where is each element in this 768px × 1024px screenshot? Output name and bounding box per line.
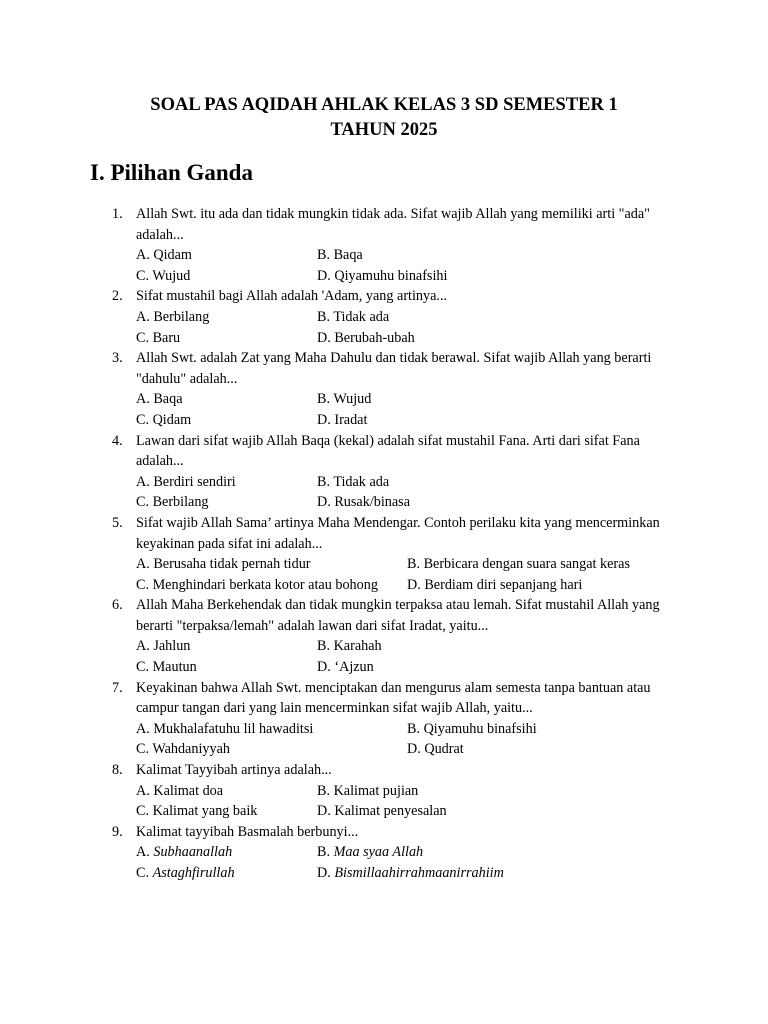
answer-option — [407, 554, 667, 575]
question-item — [0, 678, 676, 760]
answer-option — [136, 842, 317, 863]
answer-option — [407, 739, 667, 760]
answer-option — [317, 657, 517, 678]
option-text: Kalimat pujian — [333, 782, 419, 799]
question-item — [0, 513, 676, 595]
option-letter: A. — [136, 308, 150, 325]
option-text: Berbilang — [153, 308, 210, 325]
option-text: Qudrat — [424, 741, 464, 758]
answer-option — [136, 245, 317, 266]
option-text: Kalimat doa — [153, 782, 224, 799]
question-number: 4. — [112, 432, 123, 449]
option-text: Baqa — [153, 391, 183, 408]
section-heading: I. Pilihan Ganda — [90, 160, 253, 185]
answer-option — [136, 410, 317, 431]
question-text: Allah Maha Berkehendak dan tidak mungkin terpaksa atau lemah. Sifat mustahil Allah yang berarti "terpaksa/lemah" adalah lawan dari sifat Iradat, yaitu... — [136, 597, 660, 634]
answer-option — [317, 801, 517, 822]
question-number: 7. — [112, 679, 123, 696]
answer-option — [317, 863, 517, 884]
option-letter: A. — [136, 473, 150, 490]
option-text: Karahah — [333, 638, 382, 655]
answer-option — [136, 492, 317, 513]
question-list — [0, 204, 768, 884]
question-text: Keyakinan bahwa Allah Swt. menciptakan dan mengurus alam semesta tanpa bantuan atau campur tangan dari yang lain mencerminkan sifat wajib Allah, yaitu... — [136, 679, 651, 717]
option-letter: C. — [136, 411, 150, 428]
answer-option — [317, 842, 517, 863]
answer-option — [317, 410, 517, 431]
answer-option — [317, 389, 517, 410]
answer-options — [136, 636, 676, 677]
question-item — [0, 204, 676, 286]
option-text: Kalimat yang baik — [152, 803, 258, 820]
option-letter: D. — [317, 267, 331, 284]
question-number: 1. — [112, 206, 123, 222]
option-letter: A. — [136, 391, 150, 408]
answer-option — [317, 492, 517, 513]
answer-option — [407, 575, 667, 596]
title-line-2: TAHUN 2025 — [330, 120, 438, 140]
answer-option — [136, 266, 317, 287]
answer-option — [136, 575, 407, 596]
option-text: Berdiri sendiri — [153, 473, 236, 490]
answer-option — [136, 781, 317, 802]
option-text: Qiyamuhu binafsihi — [334, 267, 448, 284]
option-letter: C. — [136, 576, 150, 593]
question-number: 6. — [112, 597, 123, 614]
option-letter: C. — [136, 267, 150, 284]
answer-options — [136, 307, 676, 348]
answer-option — [407, 719, 667, 740]
option-text: Kalimat penyesalan — [334, 803, 447, 820]
option-letter: B. — [317, 844, 331, 861]
option-letter: D. — [407, 741, 421, 758]
answer-options — [136, 781, 676, 822]
answer-option — [136, 657, 317, 678]
answer-options — [136, 245, 676, 286]
answer-option — [317, 328, 517, 349]
option-letter: B. — [317, 308, 331, 325]
question-text: Sifat wajib Allah Sama’ artinya Maha Mendengar. Contoh perilaku kita yang mencerminkan keyakinan pada sifat ini adalah... — [136, 514, 660, 552]
option-text: Berusaha tidak pernah tidur — [153, 556, 311, 573]
answer-option — [317, 266, 517, 287]
answer-options — [136, 842, 676, 883]
question-number: 3. — [112, 350, 123, 367]
answer-option — [136, 636, 317, 657]
option-letter: A. — [136, 782, 150, 799]
question-number: 9. — [112, 823, 123, 840]
option-letter: B. — [317, 782, 331, 799]
option-letter: D. — [317, 329, 331, 346]
option-text: Astaghfirullah — [152, 865, 235, 881]
option-letter: D. — [317, 865, 331, 881]
answer-option — [317, 245, 517, 266]
option-text: Subhaanallah — [153, 844, 233, 861]
answer-option — [136, 801, 317, 822]
option-text: Wujud — [152, 267, 191, 284]
answer-options — [136, 554, 676, 595]
option-letter: C. — [136, 865, 150, 881]
option-text: Berdiam diri sepanjang hari — [424, 576, 583, 593]
answer-option — [136, 554, 407, 575]
question-item — [0, 595, 676, 677]
question-item — [0, 760, 676, 822]
answer-option — [317, 472, 517, 493]
option-text: Tidak ada — [333, 473, 390, 490]
answer-option — [136, 389, 317, 410]
option-text: Rusak/binasa — [334, 494, 410, 511]
option-text: Qidam — [153, 247, 192, 264]
option-letter: C. — [136, 494, 150, 511]
question-text: Sifat mustahil bagi Allah adalah 'Adam, yang artinya... — [136, 288, 448, 305]
option-text: Iradat — [334, 411, 368, 428]
option-text: Wahdaniyyah — [152, 741, 230, 758]
option-text: Menghindari berkata kotor atau bohong — [152, 576, 378, 593]
answer-option — [317, 307, 517, 328]
question-number: 5. — [112, 514, 123, 531]
option-letter: D. — [407, 576, 421, 593]
question-item — [0, 431, 676, 513]
question-text: Lawan dari sifat wajib Allah Baqa (kekal) adalah sifat mustahil Fana. Arti dari sifat Fana adalah... — [136, 432, 640, 470]
document-title — [0, 93, 768, 143]
option-letter: B. — [317, 247, 331, 264]
question-text: Allah Swt. adalah Zat yang Maha Dahulu dan tidak berawal. Sifat wajib Allah yang berarti "dahulu" adalah... — [136, 350, 652, 387]
question-item — [0, 822, 676, 884]
option-letter: D. — [317, 659, 331, 676]
option-letter: B. — [407, 556, 421, 573]
question-number: 2. — [112, 288, 123, 305]
option-text: Baqa — [333, 247, 363, 264]
option-text: Wujud — [333, 391, 372, 408]
option-text: ‘Ajzun — [334, 659, 374, 676]
answer-option — [317, 636, 517, 657]
answer-option — [136, 307, 317, 328]
option-letter: C. — [136, 659, 150, 676]
option-text: Jahlun — [153, 638, 191, 655]
question-text: Allah Swt. itu ada dan tidak mungkin tidak ada. Sifat wajib Allah yang memiliki arti "ada" adalah... — [136, 206, 650, 243]
option-text: Maa syaa Allah — [333, 844, 424, 861]
option-letter: A. — [136, 556, 150, 573]
option-letter: A. — [136, 638, 150, 655]
option-letter: D. — [317, 803, 331, 820]
answer-option — [136, 739, 407, 760]
option-letter: D. — [317, 494, 331, 511]
question-number: 8. — [112, 762, 123, 779]
option-text: Qidam — [152, 411, 192, 428]
answer-option — [317, 781, 517, 802]
option-letter: B. — [407, 720, 421, 737]
question-text: Kalimat Tayyibah artinya adalah... — [136, 762, 332, 779]
option-letter: A. — [136, 844, 150, 861]
option-letter: B. — [317, 391, 331, 408]
question-text: Kalimat tayyibah Basmalah berbunyi... — [136, 823, 359, 840]
option-text: Berbicara dengan suara sangat keras — [423, 556, 630, 573]
answer-options — [136, 472, 676, 513]
option-letter: B. — [317, 638, 331, 655]
answer-option — [136, 863, 317, 884]
option-letter: D. — [317, 411, 331, 428]
answer-option — [136, 328, 317, 349]
answer-options — [136, 719, 676, 760]
option-text: Qiyamuhu binafsihi — [423, 720, 537, 737]
answer-option — [136, 472, 317, 493]
question-item — [0, 286, 676, 348]
answer-option — [136, 719, 407, 740]
option-text: Berubah-ubah — [334, 329, 415, 346]
option-text: Mautun — [152, 659, 197, 676]
option-text: Mukhalafatuhu lil hawaditsi — [153, 720, 314, 737]
option-letter: C. — [136, 803, 150, 820]
answer-options — [136, 389, 676, 430]
option-text: Berbilang — [152, 494, 209, 511]
option-letter: C. — [136, 741, 150, 758]
option-letter: B. — [317, 473, 331, 490]
title-line-1: SOAL PAS AQIDAH AHLAK KELAS 3 SD SEMESTER 1 — [150, 95, 618, 115]
option-text: Tidak ada — [333, 308, 390, 325]
option-letter: C. — [136, 329, 150, 346]
option-letter: A. — [136, 720, 150, 737]
option-text: Baru — [152, 329, 181, 346]
option-text: Bismillaahirrahmaanirrahiim — [334, 865, 504, 881]
option-letter: A. — [136, 247, 150, 264]
question-item — [0, 348, 676, 430]
